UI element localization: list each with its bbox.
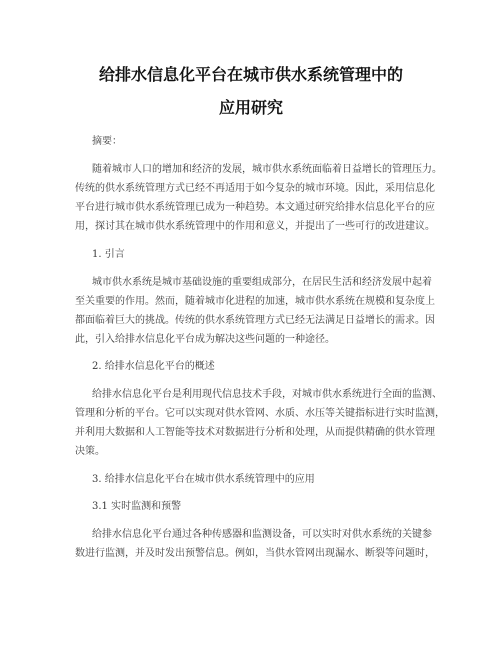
section-line: 给排水信息化平台通过各种传感器和监测设备，可以实时对供水系统的关键参 bbox=[92, 529, 432, 540]
abstract-line: 传统的供水系统管理方式已经不再适用于如今复杂的城市环境。因此，采用信息化 bbox=[75, 183, 435, 194]
document-title-line-1: 给排水信息化平台在城市供水系统管理中的 bbox=[98, 65, 403, 84]
abstract-line: 平台进行城市供水系统管理已成为一种趋势。本文通过研究给排水信息化平台的应 bbox=[75, 202, 435, 213]
section-line: 至关重要的作用。然而，随着城市化进程的加速，城市供水系统在规模和复杂度上 bbox=[75, 296, 435, 307]
section-line: 给排水信息化平台是利用现代信息技术手段，对城市供水系统进行全面的监测、 bbox=[92, 389, 442, 400]
section-heading: 3. 给排水信息化平台在城市供水系统管理中的应用 bbox=[92, 474, 315, 485]
abstract-label: 摘要： bbox=[92, 136, 122, 147]
section-line: 数进行监测，并及时发出预警信息。例如，当供水管网出现漏水、断裂等问题时， bbox=[75, 548, 435, 559]
document-title-line-2: 应用研究 bbox=[218, 98, 283, 117]
section-line: 管理和分析的平台。它可以实现对供水管网、水质、水压等关键指标进行实时监测， bbox=[75, 408, 445, 419]
abstract-line: 用，探讨其在城市供水系统管理中的作用和意义，并提出了一些可行的改进建议。 bbox=[75, 221, 435, 232]
section-line: 此，引入给排水信息化平台成为解决这些问题的一种途径。 bbox=[75, 334, 335, 345]
section-line: 城市供水系统是城市基础设施的重要组成部分，在居民生活和经济发展中起着 bbox=[92, 277, 432, 288]
abstract-line: 随着城市人口的增加和经济的发展，城市供水系统面临着日益增长的管理压力。 bbox=[92, 164, 442, 175]
section-line: 都面临着巨大的挑战。传统的供水系统管理方式已经无法满足日益增长的需求。因 bbox=[75, 315, 435, 326]
section-heading: 1. 引言 bbox=[92, 249, 125, 260]
section-line: 决策。 bbox=[75, 446, 105, 457]
subsection-heading: 3.1 实时监测和预警 bbox=[92, 501, 182, 512]
section-line: 并利用大数据和人工智能等技术对数据进行分析和处理，从而提供精确的供水管理 bbox=[75, 427, 435, 438]
section-heading: 2. 给排水信息化平台的概述 bbox=[92, 361, 215, 372]
